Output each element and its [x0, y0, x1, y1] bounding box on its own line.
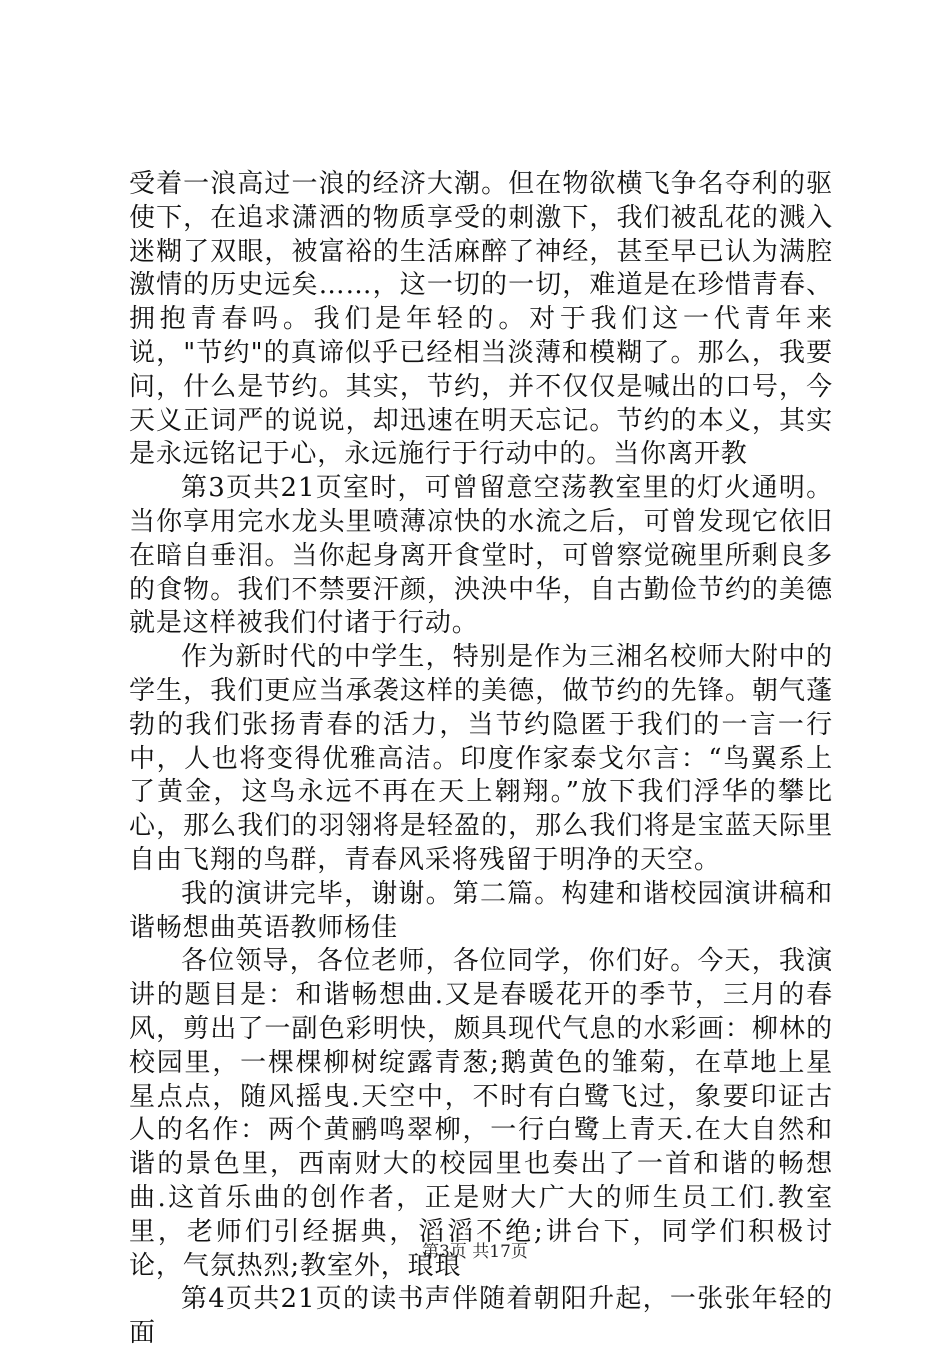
paragraph-3: 作为新时代的中学生，特别是作为三湘名校师大附中的学生，我们更应当承袭这样的美德，做节约的先锋。朝气蓬勃的我们张扬青春的活力，当节约隐匿于我们的一言一行中，人也将变得优雅高洁。印度作家泰戈尔言：“鸟翼系上了黄金，这鸟永远不再在天上翱翔。”放下我们浮华的攀比心，那么我们的羽翎将是轻盈的，那么我们将是宝蓝天际里自由飞翔的鸟群，青春风采将残留于明净的天空。	[129, 642, 833, 875]
paragraph-6: 第4页共21页的读书声伴随着朝阳升起，一张张年轻的面	[129, 1284, 833, 1349]
paragraph-5: 各位领导，各位老师，各位同学，你们好。今天，我演讲的题目是：和谐畅想曲.又是春暖花开的季节，三月的春风，剪出了一副色彩明快，颇具现代气息的水彩画：柳林的校园里，一棵棵柳树绽露青葱;鹅黄色的雏菊，在草地上星星点点，随风摇曳.天空中，不时有白鹭飞过，象要印证古人的名作：两个黄鹂鸣翠柳，一行白鹭上青天.在大自然和谐的景色里，西南财大的校园里也奏出了一首和谐的畅想曲.这首乐曲的创作者，正是财大广大的师生员工们.教室里，老师们引经据典，滔滔不绝;讲台下，同学们积极讨论，气氛热烈;教室外，琅琅	[129, 946, 833, 1281]
paragraph-4: 我的演讲完毕，谢谢。第二篇。构建和谐校园演讲稿和谐畅想曲英语教师杨佳	[129, 878, 833, 943]
paragraph-1: 受着一浪高过一浪的经济大潮。但在物欲横飞争名夺利的驱使下，在追求潇洒的物质享受的刺激下，我们被乱花的溅入迷糊了双眼，被富裕的生活麻醉了神经，甚至早已认为满腔激情的历史远矣……，这一切的一切，难道是在珍惜青春、拥抱青春吗。我们是年轻的。对于我们这一代青年来说，"节约"的真谛似乎已经相当淡薄和模糊了。那么，我要问，什么是节约。其实，节约，并不仅仅是喊出的口号，今天义正词严的说说，却迅速在明天忘记。节约的本义，其实是永远铭记于心，永远施行于行动中的。当你离开教	[129, 169, 833, 470]
page-footer: 第3页 共17页	[422, 1242, 528, 1262]
paragraph-2: 第3页共21页室时，可曾留意空荡教室里的灯火通明。当你享用完水龙头里喷薄凉快的水流之后，可曾发现它依旧在暗自垂泪。当你起身离开食堂时，可曾察觉碗里所剩良多的食物。我们不禁要汗颜，泱泱中华，自古勤俭节约的美德就是这样被我们付诸于行动。	[129, 473, 833, 639]
body-text	[129, 168, 833, 1351]
